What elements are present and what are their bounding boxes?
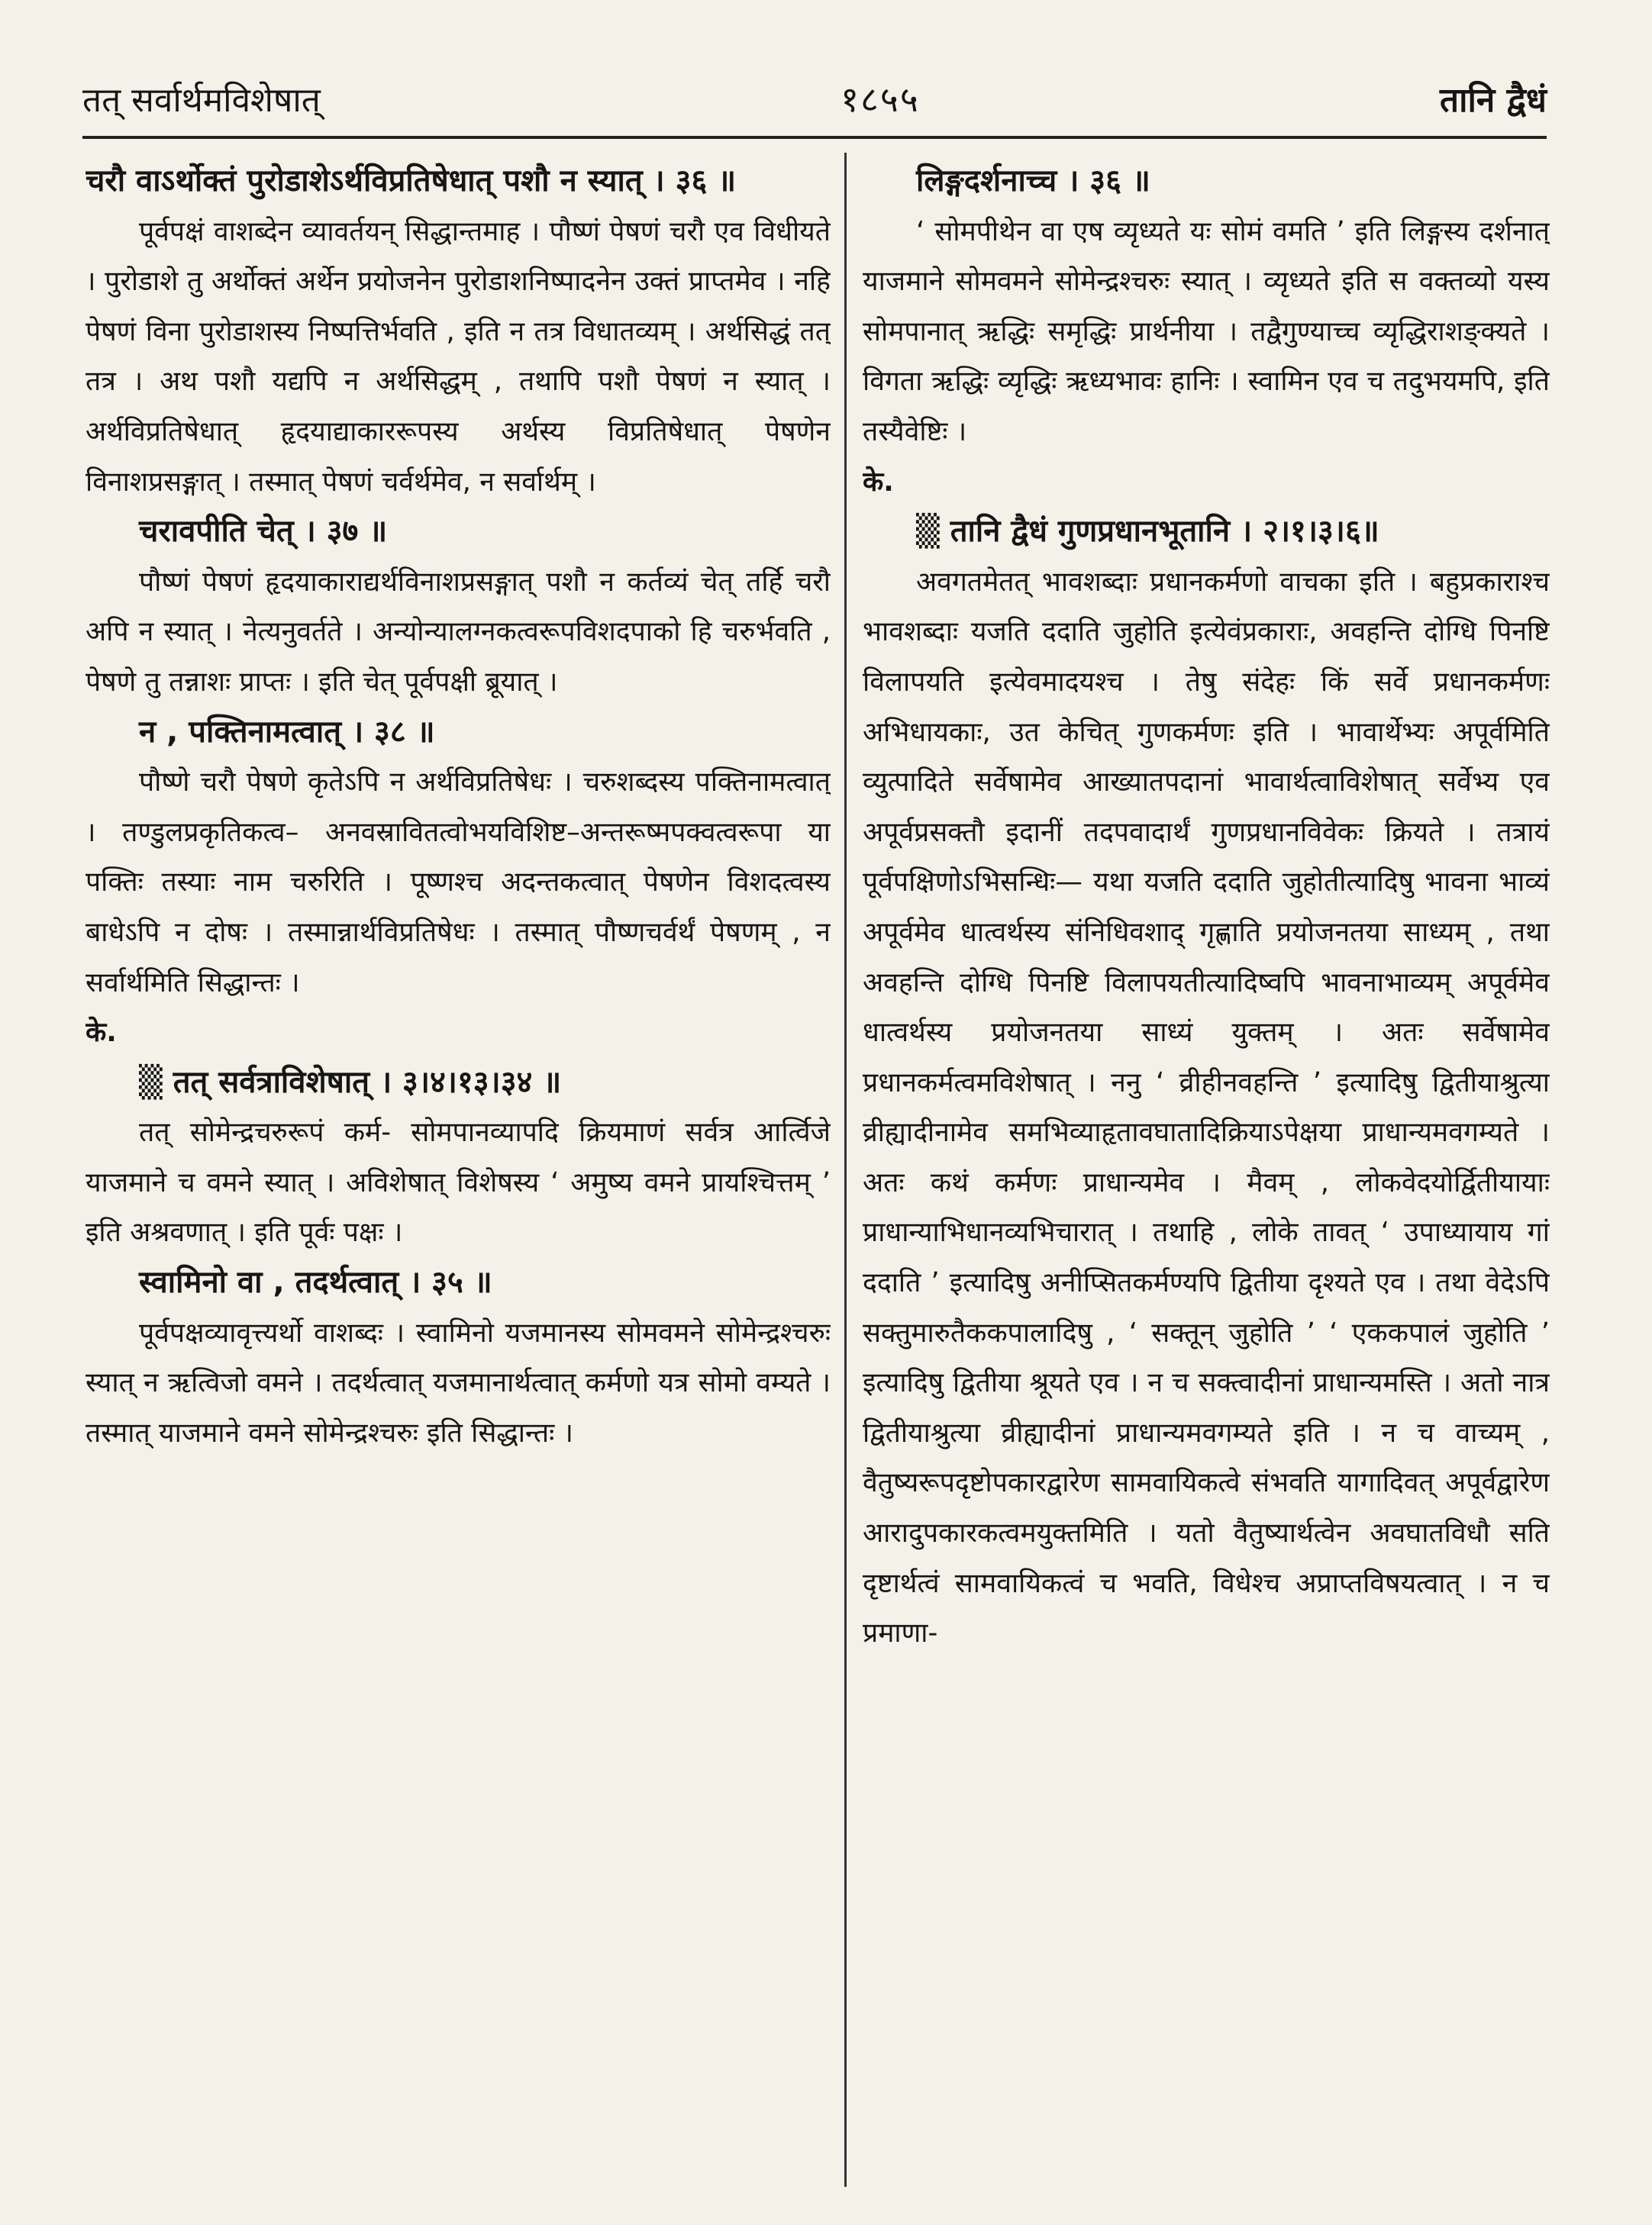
sutra-heading: चरौ वाऽर्थोक्तं पुरोडाशेऽर्थविप्रतिषेधात् पशौ न स्यात् । ३६ ॥ xyxy=(86,163,737,198)
sutra-heading: ▒ तत् सर्वत्राविशेषात् । ३।४।१३।३४ ॥ xyxy=(139,1064,562,1100)
commentary-paragraph: अवगतमेतत् भावशब्दाः प्रधानकर्मणो वाचका इति । बहुप्रकाराश्च भावशब्दाः यजति ददाति जुहोति इत्येवंप्रकाराः, अवहन्ति दोग्धि पिनष्टि विलापयति इत्येवमादयश्च । तेषु संदेहः किं सर्वे प्रधानकर्मणः अभिधायकाः, उत केचित् गुणकर्मणः इति । भावार्थेभ्यः अपूर्वमिति व्युत्पादिते सर्वेषामेव आख्यातपदानां भावार्थत्वाविशेषात् सर्वेभ्य एव अपूर्वप्रसक्तौ इदानीं तदपवादार्थं गुणप्रधानविवेकः क्रियते । तत्रायं पूर्वपक्षिणोऽभिसन्धिः— यथा यजति ददाति जुहोतीत्यादिषु भावना भाव्यं अपूर्वमेव धात्वर्थस्य संनिधिवशाद् गृह्णाति प्रयोजनतया साध्यम् , तथा अवहन्ति दोग्धि पिनष्टि विलापयतीत्यादिष्वपि भावनाभाव्यम् अपूर्वमेव धात्वर्थस्य प्रयोजनतया साध्यं युक्तम् । अतः सर्वेषामेव प्रधानकर्मत्वमविशेषात् । ननु ‘ व्रीहीनवहन्ति ’ इत्यादिषु द्वितीयाश्रुत्या व्रीह्यादीनामेव समभिव्याहृतावघातादिक्रियाऽपेक्षया प्राधान्यमवगम्यते । अतः कथं कर्मणः प्राधान्यमेव । मैवम् , लोकवेदयोर्द्वितीयायाः प्राधान्याभिधानव्यभिचारात् । तथाहि , लोके तावत् ‘ उपाध्यायाय गां ददाति ’ इत्यादिषु अनीप्सितकर्मण्यपि द्वितीया दृश्यते एव । तथा वेदेऽपि सक्तुमारुतैककपालादिषु , ‘ सक्तून् जुहोति ’ ‘ एककपालं जुहोति ’ इत्यादिषु द्वितीया श्रूयते एव । न च सक्त्वादीनां प्राधान्यमस्ति । अतो नात्र द्वितीयाश्रुत्या व्रीह्यादीनां प्राधान्यमवगम्यते इति । न च वाच्यम् , वैतुष्यरूपदृष्टोपकारद्वारेण सामवायिकत्वे संभवति यागादिवत् अपूर्वद्वारेण आरादुपकारकत्वमयुक्तमिति । यतो वैतुष्यार्थत्वेन अवघातविधौ सति दृष्टार्थत्वं सामवायिकत्वं च भवति, विधेश्च अप्राप्तविषयत्वात् । न च प्रमाणा- xyxy=(863,566,1550,1649)
commentary-paragraph: तत् सोमेन्द्रचरुरूपं कर्म- सोमपानव्यापदि क्रियमाणं सर्वत्र आर्त्विजे याजमाने च वमने स्यात् । अविशेषात् विशेषस्य ‘ अमुष्य वमने प्रायश्चित्तम् ’ इति अश्रवणात् । इति पूर्वः पक्षः । xyxy=(86,1117,831,1249)
header-right-title: तानि द्वैधं xyxy=(1440,81,1547,120)
column-divider xyxy=(844,153,847,2187)
header-left-title: तत् सर्वार्थमविशेषात् xyxy=(82,81,321,120)
running-header xyxy=(82,67,1547,130)
commentary-paragraph: पौष्णे चरौ पेषणे कृतेऽपि न अर्थविप्रतिषेधः । चरुशब्दस्य पक्तिनामत्वात् । तण्डुलप्रकृतिकत्व– अनवस्रावितत्वोभयविशिष्ट–अन्तरूष्मपक्वत्वरूपा या पक्तिः तस्याः नाम चरुरिति । पूष्णश्च अदन्तकत्वात् पेषणेन विशदत्वस्य बाधेऽपि न दोषः । तस्मान्नार्थविप्रतिषेधः । तस्मात् पौष्णचर्वर्थं पेषणम् , न सर्वार्थमिति सिद्धान्तः । xyxy=(86,766,831,998)
sutra-heading: चरावपीति चेत् । ३७ ॥ xyxy=(139,514,388,550)
commentary-paragraph: ‘ सोमपीथेन वा एष व्यृध्यते यः सोमं वमति ’ इति लिङ्गस्य दर्शनात् याजमाने सोमवमने सोमेन्द्रश्चरुः स्यात् । व्यृध्यते इति स वक्तव्यो यस्य सोमपानात् ऋद्धिः समृद्धिः प्रार्थनीया । तद्वैगुण्याच्च व्यृद्धिराशङ्क्यते । विगता ऋद्धिः व्यृद्धिः ऋध्यभावः हानिः । स्वामिन एव च तदुभयमपि, इति तस्यैवेष्टिः । xyxy=(863,215,1550,447)
sutra-heading: स्वामिनो वा , तदर्थत्वात् । ३५ ॥ xyxy=(139,1265,492,1301)
left-column xyxy=(86,156,831,2187)
right-column xyxy=(863,156,1550,2187)
author-mark: के. xyxy=(863,466,894,498)
page-number: १८५५ xyxy=(841,79,920,120)
sutra-heading: न , पक्तिनामत्वात् । ३८ ॥ xyxy=(139,714,435,750)
header-rule xyxy=(82,136,1547,139)
commentary-paragraph: पूर्वपक्षं वाशब्देन व्यावर्तयन् सिद्धान्तमाह । पौष्णं पेषणं चरौ एव विधीयते । पुरोडाशे तु अर्थोक्तं अर्थेन प्रयोजनेन पुरोडाशनिष्पादनेन उक्तं प्राप्तमेव । नहि पेषणं विना पुरोडाशस्य निष्पत्तिर्भवति , इति न तत्र विधातव्यम् । अर्थसिद्धं तत् तत्र । अथ पशौ यद्यपि न अर्थसिद्धम् , तथापि पशौ पेषणं न स्यात् । अर्थविप्रतिषेधात् हृदयाद्याकाररूपस्य अर्थस्य विप्रतिषेधात् पेषणेन विनाशप्रसङ्गात् । तस्मात् पेषणं चर्वर्थमेव, न सर्वार्थम् । xyxy=(86,215,831,498)
commentary-paragraph: पूर्वपक्षव्यावृत्त्यर्थो वाशब्दः । स्वामिनो यजमानस्य सोमवमने सोमेन्द्रश्चरुः स्यात् न ऋत्विजो वमने । तदर्थत्वात् यजमानार्थत्वात् कर्मणो यत्र सोमो वम्यते । तस्मात् याजमाने वमने सोमेन्द्रश्चरुः इति सिद्धान्तः । xyxy=(86,1317,831,1449)
author-mark: के. xyxy=(86,1017,117,1049)
commentary-paragraph: पौष्णं पेषणं हृदयाकाराद्यर्थविनाशप्रसङ्गात् पशौ न कर्तव्यं चेत् तर्हि चरौ अपि न स्यात् । नेत्यनुवर्तते । अन्योन्यालग्नकत्वरूपविशदपाको हि चरुर्भवति , पेषणे तु तन्नाशः प्राप्तः । इति चेत् पूर्वपक्षी ब्रूयात् । xyxy=(86,566,831,698)
sutra-heading: ▒ तानि द्वैधं गुणप्रधानभूतानि । २।१।३।६॥ xyxy=(916,514,1379,550)
sutra-heading: लिङ्गदर्शनाच्च । ३६ ॥ xyxy=(916,163,1150,198)
